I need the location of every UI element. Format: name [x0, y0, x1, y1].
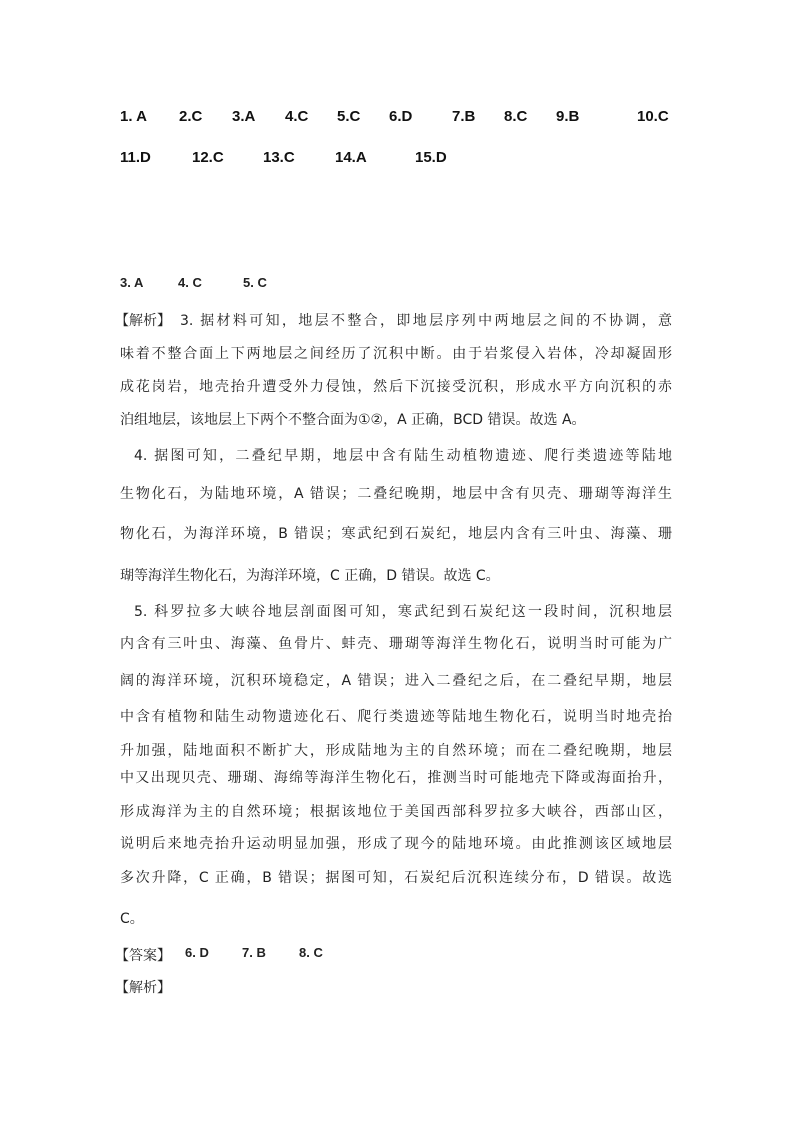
answer-key-item-1: 1. A: [120, 108, 147, 125]
answer-key-item-11: 11.D: [120, 149, 151, 166]
answer-key-item-5: 5.C: [337, 108, 361, 125]
q3-line-2: 味着不整合面上下两地层之间经历了沉积中断。由于岩浆侵入岩体，冷却凝固形: [120, 346, 672, 362]
analysis-label-2: 【解析】: [115, 980, 171, 996]
q3-line-3: 成花岗岩，地壳抬升遭受外力侵蚀，然后下沉接受沉积，形成水平方向沉积的赤: [120, 379, 672, 395]
q3-line-4: 泊组地层，该地层上下两个不整合面为①②，A 正确，BCD 错误。故选 A。: [120, 412, 586, 428]
answer-key-item-14: 14.A: [335, 149, 367, 166]
q5-line-9: 多次升降，C 正确，B 错误；据图可知，石炭纪后沉积连续分布，D 错误。故选: [120, 870, 672, 886]
answer-label: 【答案】: [115, 948, 171, 964]
q5-line-4: 中含有植物和陆生动物遗迹化石、爬行类遗迹等陆地生物化石，说明当时地壳抬: [120, 709, 672, 725]
q5-line-2: 内含有三叶虫、海藻、鱼骨片、蚌壳、珊瑚等海洋生物化石，说明当时可能为广: [120, 636, 672, 652]
q5-line-3: 阔的海洋环境，沉积环境稳定，A 错误；进入二叠纪之后，在二叠纪早期，地层: [120, 673, 672, 689]
group1-answer-4: 4. C: [178, 275, 202, 290]
answer-key-item-12: 12.C: [192, 149, 224, 166]
group2-answer-6: 6. D: [185, 945, 209, 960]
q4-line-3: 物化石，为海洋环境，B 错误；寒武纪到石炭纪，地层内含有三叶虫、海藻、珊: [120, 526, 672, 542]
analysis-label: 【解析】: [115, 313, 171, 329]
q4-line-4: 瑚等海洋生物化石，为海洋环境，C 正确，D 错误。故选 C。: [120, 568, 500, 584]
group2-answer-8: 8. C: [299, 945, 323, 960]
group2-answer-7: 7. B: [242, 945, 266, 960]
answer-key-item-8: 8.C: [504, 108, 528, 125]
answer-key-item-3: 3.A: [232, 108, 256, 125]
q5-line-7: 形成海洋为主的自然环境；根据该地位于美国西部科罗拉多大峡谷，西部山区，: [120, 804, 672, 820]
answer-row: [115, 945, 323, 965]
q5-line-10: C。: [120, 911, 144, 927]
q4-line-2: 生物化石，为陆地环境，A 错误；二叠纪晚期，地层中含有贝壳、珊瑚等海洋生: [120, 486, 672, 502]
answer-key-item-9: 9.B: [556, 108, 580, 125]
answer-key-item-2: 2.C: [179, 108, 203, 125]
answer-key-item-4: 4.C: [285, 108, 309, 125]
q5-line-5: 升加强，陆地面积不断扩大，形成陆地为主的自然环境；而在二叠纪晚期，地层: [120, 743, 672, 759]
group1-answer-3: 3. A: [120, 275, 144, 290]
answer-key-item-7: 7.B: [452, 108, 476, 125]
answer-key-item-13: 13.C: [263, 149, 295, 166]
q5-line-1: 5. 科罗拉多大峡谷地层剖面图可知，寒武纪到石炭纪这一段时间，沉积地层: [134, 604, 672, 620]
q5-line-8: 说明后来地壳抬升运动明显加强，形成了现今的陆地环境。由此推测该区域地层: [120, 836, 672, 852]
answer-key-item-6: 6.D: [389, 108, 413, 125]
q5-line-6: 中又出现贝壳、珊瑚、海绵等海洋生物化石，推测当时可能地壳下降或海面抬升，: [120, 770, 672, 786]
answer-key-item-10: 10.C: [637, 108, 669, 125]
q3-line-1: 3. 据材料可知，地层不整合，即地层序列中两地层之间的不协调，意: [180, 313, 672, 329]
answer-key-item-15: 15.D: [415, 149, 447, 166]
group1-answer-5: 5. C: [243, 275, 267, 290]
q4-line-1: 4. 据图可知，二叠纪早期，地层中含有陆生动植物遗迹、爬行类遗迹等陆地: [134, 448, 672, 464]
